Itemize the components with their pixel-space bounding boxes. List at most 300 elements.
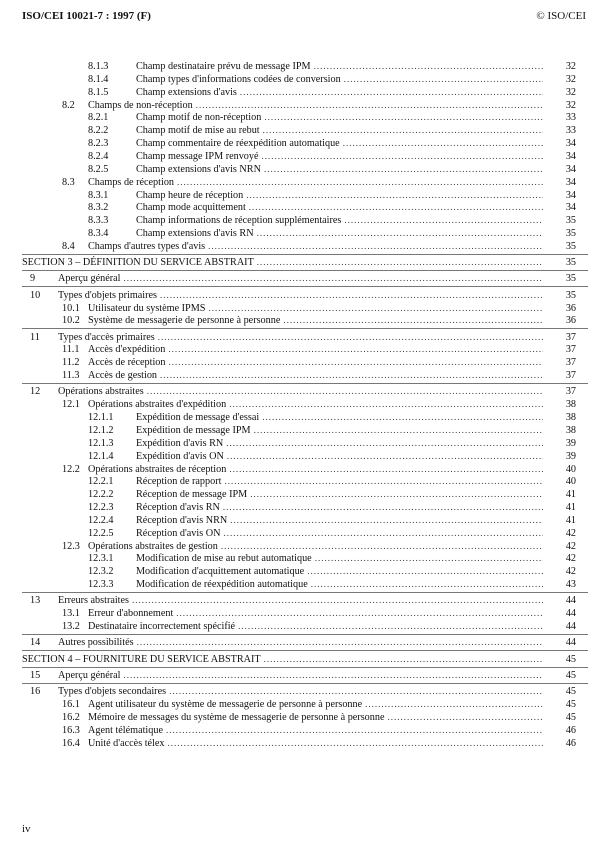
toc-entry-title: Accès d'expédition [88,344,166,356]
document-reference: ISO/CEI 10021-7 : 1997 (F) [22,10,151,22]
toc-entry-page: 45 [565,686,576,698]
dot-leader [227,450,543,463]
dot-leader [158,331,543,344]
toc-entry-page: 46 [565,724,576,736]
toc-entry-title: Champs de non-réception [88,99,193,111]
toc-entry-title-line [136,424,546,437]
toc-entry-page: 42 [565,553,576,565]
toc-entry [0,289,608,302]
toc-entry-page: 36 [565,315,576,327]
toc-entry-number: 16.1 [62,698,80,710]
toc-entry-title-line [88,540,546,553]
section-divider [22,650,588,651]
toc-entry-number: 8.1.4 [88,73,109,85]
toc-entry-page: 39 [565,437,576,449]
toc-entry-title-line [136,227,546,240]
toc-entry-page: 32 [565,73,576,85]
dot-leader [264,111,543,124]
dot-leader [343,137,543,150]
dot-leader [168,343,543,356]
toc-entry-title: Opérations abstraites de réception [88,463,227,475]
toc-entry [0,565,608,578]
dot-leader [315,552,543,565]
dot-leader [230,514,543,527]
dot-leader [208,302,543,315]
toc-entry [0,150,608,163]
toc-entry-page: 42 [565,566,576,578]
page-number: iv [22,823,31,835]
toc-entry-title-line [136,578,546,591]
toc-entry [0,527,608,540]
dot-leader [132,594,543,607]
toc-entry-title: Modification d'acquittement automatique [136,566,305,578]
toc-entry-title: Modification de mise au rebut automatique [136,553,312,565]
section-divider [22,328,588,329]
toc-entry-number: 8.2.1 [88,112,109,124]
toc-entry [0,302,608,315]
dot-leader [169,356,544,369]
toc-entry-title-line [58,669,546,682]
toc-entry [0,73,608,86]
toc-entry-title-line [88,607,546,620]
toc-entry [0,398,608,411]
toc-entry-number: 12.2.5 [88,527,114,539]
toc-entry-page: 42 [565,527,576,539]
toc-entry-title-line [136,488,546,501]
toc-entry-number: 11.2 [62,357,80,369]
toc-entry-number: 16.2 [62,711,80,723]
toc-entry-title-line [88,463,546,476]
toc-entry-number: 9 [30,273,36,285]
toc-entry [0,578,608,591]
toc-entry-title: Champ extensions d'avis NRN [136,163,261,175]
toc-entry-title: Expédition de message IPM [136,424,251,436]
toc-entry-title-line [136,450,546,463]
toc-entry-page: 35 [565,228,576,240]
toc-entry-title: Agent télématique [88,724,163,736]
toc-entry [0,227,608,240]
toc-entry-title: Champ heure de réception [136,189,244,201]
toc-entry-number: 10 [30,289,41,301]
toc-entry-number: 11 [30,331,40,343]
dot-leader [208,240,543,253]
dot-leader [238,620,543,633]
toc-entry-title-line [136,214,546,227]
dot-leader [177,176,543,189]
toc-entry-number: 8.3 [62,176,75,188]
dot-leader [223,501,543,514]
dot-leader [221,540,543,553]
toc-entry-title: SECTION 4 – FOURNITURE DU SERVICE ABSTRAIT [22,653,261,665]
section-divider [22,683,588,684]
dot-leader [262,411,543,424]
toc-entry-page: 33 [565,112,576,124]
toc-entry-number: 12.2.2 [88,489,114,501]
dot-leader [262,150,543,163]
dot-leader [168,737,543,750]
section-divider [22,270,588,271]
toc-entry [0,343,608,356]
toc-entry [0,369,608,382]
toc-entry-title-line [88,314,546,327]
toc-entry-number: 8.3.2 [88,202,109,214]
toc-entry [0,737,608,750]
toc-entry-title-line [136,189,546,202]
toc-entry-title: Champ motif de non-réception [136,112,262,124]
dot-leader [264,653,543,666]
toc-entry [0,256,608,269]
toc-entry-number: 12.1.4 [88,450,114,462]
toc-entry-page: 38 [565,424,576,436]
toc-entry-title: Erreur d'abonnement [88,608,174,620]
toc-entry-title: Utilisateur du système IPMS [88,302,206,314]
dot-leader [314,60,543,73]
section-divider [22,667,588,668]
toc-entry-title: Expédition d'avis RN [136,437,224,449]
toc-entry-title-line [136,565,546,578]
toc-entry [0,356,608,369]
toc-entry [0,711,608,724]
toc-entry [0,163,608,176]
toc-entry [0,653,608,666]
toc-entry-number: 12.2.3 [88,502,114,514]
toc-entry-title: SECTION 3 – DÉFINITION DU SERVICE ABSTRAIT [22,257,254,269]
copyright-notice: © ISO/CEI [536,10,586,22]
dot-leader [223,527,543,540]
toc-entry-number: 13.1 [62,608,80,620]
toc-entry-number: 8.3.3 [88,215,109,227]
toc-entry-title: Champ message IPM renvoyé [136,150,259,162]
toc-entry [0,424,608,437]
dot-leader [229,398,543,411]
toc-entry [0,501,608,514]
dot-leader [224,475,543,488]
toc-entry-page: 45 [565,653,576,665]
toc-entry-number: 12.2 [62,463,80,475]
toc-entry-number: 16.4 [62,737,80,749]
toc-entry-number: 12.1.3 [88,437,114,449]
dot-leader [263,124,543,137]
toc-entry-number: 15 [30,669,41,681]
toc-entry [0,552,608,565]
toc-entry-number: 16 [30,686,41,698]
dot-leader [249,201,543,214]
toc-entry-title-line [58,636,546,649]
dot-leader [264,163,543,176]
dot-leader [160,289,543,302]
toc-entry [0,331,608,344]
toc-entry-number: 12.3.2 [88,566,114,578]
section-divider [22,286,588,287]
toc-entry-title: Types d'accès primaires [58,331,155,343]
toc-entry-number: 11.1 [62,344,80,356]
toc-entry-title-line [88,99,546,112]
toc-entry-title-line [22,653,546,666]
toc-entry-number: 12.3.1 [88,553,114,565]
toc-entry-number: 8.2 [62,99,75,111]
toc-entry-title: Aperçu général [58,669,121,681]
toc-entry-title-line [136,552,546,565]
toc-entry-title: Types d'objets primaires [58,289,158,301]
dot-leader [257,227,543,240]
toc-entry-number: 8.3.4 [88,228,109,240]
toc-entry-title-line [136,86,546,99]
dot-leader [283,314,543,327]
toc-entry-title: Champs d'autres types d'avis [88,240,206,252]
toc-entry-number: 8.2.5 [88,163,109,175]
dot-leader [311,578,543,591]
toc-entry-page: 45 [565,698,576,710]
toc-entry-title: Erreurs abstraites [58,595,129,607]
toc-entry-title-line [88,369,546,382]
toc-entry-number: 8.3.1 [88,189,109,201]
toc-entry [0,450,608,463]
toc-entry [0,189,608,202]
toc-entry-number: 8.4 [62,240,75,252]
toc-entry-page: 41 [565,502,576,514]
toc-entry-page: 35 [565,215,576,227]
toc-entry-title-line [58,272,546,285]
toc-entry-number: 12.3.3 [88,579,114,591]
toc-entry-number: 8.1.5 [88,86,109,98]
section-divider [22,592,588,593]
toc-entry-title-line [88,737,546,750]
toc-entry-page: 35 [565,273,576,285]
toc-entry-page: 45 [565,669,576,681]
dot-leader [196,99,543,112]
toc-entry-title-line [88,724,546,737]
toc-entry-number: 12.1 [62,399,80,411]
toc-entry-title: Réception d'avis RN [136,502,220,514]
toc-entry-title: Réception d'avis NRN [136,514,228,526]
toc-entry [0,669,608,682]
toc-entry-page: 34 [565,163,576,175]
toc-entry-number: 13.2 [62,621,80,633]
dot-leader [137,636,543,649]
toc-entry-title-line [136,475,546,488]
toc-entry-number: 12.1.1 [88,412,114,424]
toc-entry-page: 42 [565,540,576,552]
toc-entry-title-line [136,111,546,124]
toc-entry-page: 44 [565,637,576,649]
toc-entry-page: 37 [565,357,576,369]
toc-entry-page: 34 [565,150,576,162]
toc-entry-page: 33 [565,125,576,137]
toc-entry-title: Types d'objets secondaires [58,686,167,698]
toc-entry [0,60,608,73]
toc-entry-title: Accès de réception [88,357,166,369]
toc-entry-page: 37 [565,331,576,343]
toc-entry-title: Expédition d'avis ON [136,450,224,462]
toc-entry-title: Réception de rapport [136,476,222,488]
toc-entry-title: Modification de réexpédition automatique [136,579,308,591]
toc-entry-title-line [136,124,546,137]
toc-entry-title: Champ informations de réception supplémentaires [136,215,342,227]
toc-entry-number: 10.2 [62,315,80,327]
toc-entry-number: 8.2.4 [88,150,109,162]
toc-entry-title-line [58,594,546,607]
toc-entry-title-line [136,527,546,540]
toc-entry-title-line [58,385,546,398]
toc-entry-title-line [136,60,546,73]
toc-entry-number: 8.2.2 [88,125,109,137]
toc-entry-title: Agent utilisateur du système de messagerie de personne à personne [88,698,363,710]
toc-entry-title-line [58,331,546,344]
dot-leader [307,565,543,578]
toc-entry-page: 41 [565,514,576,526]
toc-entry-page: 35 [565,289,576,301]
toc-entry [0,514,608,527]
toc-entry-title-line [136,163,546,176]
toc-entry-page: 46 [565,737,576,749]
toc-entry-number: 12.3 [62,540,80,552]
toc-entry [0,214,608,227]
toc-entry-title: Opérations abstraites de gestion [88,540,218,552]
toc-entry-number: 12.2.4 [88,514,114,526]
dot-leader [250,488,543,501]
toc-entry [0,314,608,327]
toc-entry-page: 39 [565,450,576,462]
toc-entry-page: 37 [565,344,576,356]
toc-entry [0,240,608,253]
toc-entry-title: Destinataire incorrectement spécifié [88,621,236,633]
dot-leader [344,73,543,86]
dot-leader [160,369,543,382]
toc-entry-page: 44 [565,608,576,620]
dot-leader [246,189,543,202]
toc-entry-page: 32 [565,86,576,98]
toc-entry-title: Expédition de message d'essai [136,412,260,424]
dot-leader [147,385,543,398]
dot-leader [176,607,543,620]
toc-entry-title-line [88,711,546,724]
toc-entry-number: 8.1.3 [88,61,109,72]
toc-entry-title-line [88,356,546,369]
toc-entry [0,724,608,737]
toc-entry-number: 14 [30,637,41,649]
toc-entry-title: Opérations abstraites d'expédition [88,399,227,411]
toc-entry-page: 34 [565,176,576,188]
toc-entry-title-line [22,256,546,269]
toc-entry-title: Champ extensions d'avis RN [136,228,254,240]
toc-entry-page: 40 [565,463,576,475]
toc-entry [0,272,608,285]
toc-entry [0,124,608,137]
toc-entry-number: 12.1.2 [88,424,114,436]
toc-entry-number: 12 [30,386,41,398]
toc-entry-title-line [136,411,546,424]
toc-entry-title-line [88,176,546,189]
toc-entry [0,385,608,398]
dot-leader [344,214,543,227]
toc-entry-page: 40 [565,476,576,488]
toc-entry-number: 10.1 [62,302,80,314]
toc-entry-title-line [58,289,546,302]
toc-entry-page: 32 [565,61,576,72]
toc-entry-title-line [88,302,546,315]
toc-entry-number: 12.2.1 [88,476,114,488]
toc-entry-page: 34 [565,202,576,214]
toc-entry-title: Champs de réception [88,176,175,188]
toc-entry-page: 45 [565,711,576,723]
toc-entry-title-line [88,620,546,633]
toc-entry-page: 35 [565,257,576,269]
toc-entry [0,607,608,620]
section-divider [22,634,588,635]
toc-entry-number: 11.3 [62,370,80,382]
toc-entry-title: Champ mode acquittement [136,202,246,214]
toc-entry [0,463,608,476]
toc-entry-page: 37 [565,370,576,382]
toc-entry-page: 44 [565,595,576,607]
toc-entry-page: 41 [565,489,576,501]
toc-entry [0,488,608,501]
toc-entry [0,636,608,649]
toc-entry-title-line [88,698,546,711]
toc-entry [0,620,608,633]
toc-entry [0,475,608,488]
toc-entry [0,540,608,553]
toc-entry [0,137,608,150]
dot-leader [166,724,543,737]
dot-leader [124,669,543,682]
toc-entry-title: Accès de gestion [88,370,158,382]
toc-entry-page: 43 [565,579,576,591]
toc-entry [0,201,608,214]
dot-leader [254,424,543,437]
dot-leader [124,272,543,285]
toc-entry-page: 34 [565,138,576,150]
toc-entry [0,99,608,112]
section-divider [22,254,588,255]
toc-entry-title-line [88,240,546,253]
toc-entry-page: 44 [565,621,576,633]
toc-entry-title-line [136,437,546,450]
dot-leader [387,711,543,724]
toc-entry-page: 37 [565,386,576,398]
toc-entry-title: Système de messagerie de personne à personne [88,315,281,327]
section-divider [22,383,588,384]
toc-entry [0,594,608,607]
toc-entry-title-line [88,398,546,411]
toc-entry-title: Champ types d'informations codées de conversion [136,73,341,85]
toc-entry [0,698,608,711]
toc-entry-page: 36 [565,302,576,314]
dot-leader [257,256,543,269]
toc-entry-page: 32 [565,99,576,111]
toc-entry-title: Opérations abstraites [58,386,144,398]
toc-entry-title: Aperçu général [58,273,121,285]
toc-entry-number: 16.3 [62,724,80,736]
toc-entry [0,111,608,124]
toc-entry [0,411,608,424]
toc-entry-number: 8.2.3 [88,138,109,150]
toc-entry-title-line [136,137,546,150]
dot-leader [169,685,543,698]
toc-entry-title: Champ commentaire de réexpédition automatique [136,138,340,150]
dot-leader [226,437,543,450]
toc-entry-page: 38 [565,399,576,411]
toc-entry-title: Unité d'accès télex [88,737,165,749]
toc-entry-title: Champ motif de mise au rebut [136,125,260,137]
toc-entry-title-line [136,150,546,163]
toc-entry-title: Réception d'avis ON [136,527,221,539]
toc-entry-title-line [88,343,546,356]
toc-entry-title: Champ extensions d'avis [136,86,237,98]
toc-entry-page: 35 [565,240,576,252]
dot-leader [240,86,543,99]
toc-entry-title: Mémoire de messages du système de messagerie de personne à personne [88,711,385,723]
